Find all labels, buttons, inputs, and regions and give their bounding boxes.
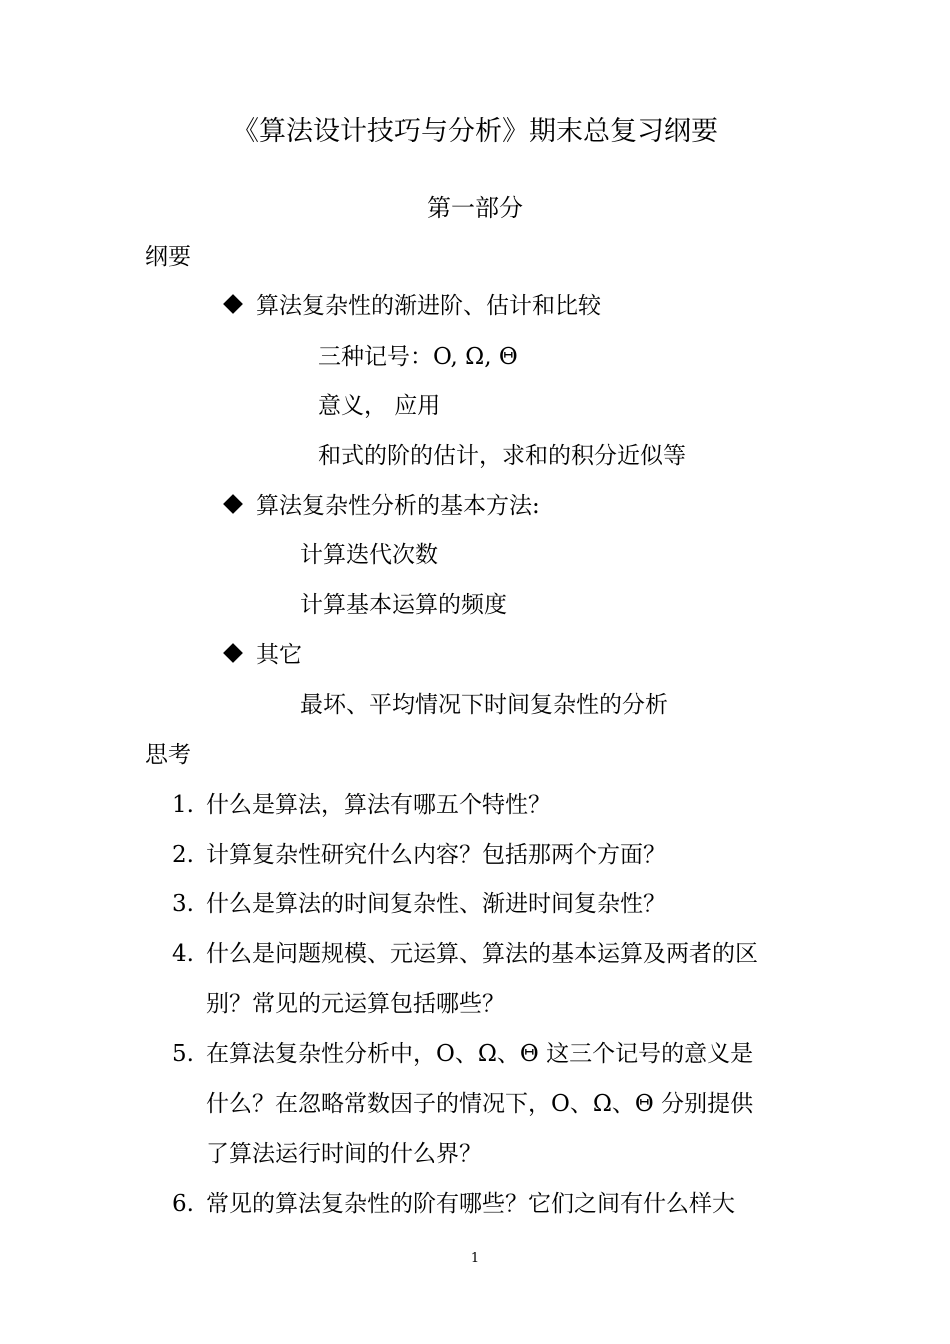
bullet-subitem: 计算基本运算的频度 bbox=[300, 592, 507, 618]
question-number: 4. bbox=[172, 941, 194, 967]
bullet-subitem: 最坏、平均情况下时间复杂性的分析 bbox=[300, 692, 668, 718]
question-text-continued: 什么？在忽略常数因子的情况下，O、Ω、Θ 分别提供 bbox=[206, 1091, 754, 1117]
diamond-bullet-icon bbox=[223, 294, 243, 314]
part-heading: 第一部分 bbox=[427, 194, 523, 222]
question-text: 什么是问题规模、元运算、算法的基本运算及两者的区 bbox=[206, 941, 758, 967]
page-number: 1 bbox=[470, 1251, 480, 1266]
bullet-subitem: 三种记号：O, Ω, Θ bbox=[318, 344, 518, 370]
question-text: 常见的算法复杂性的阶有哪些？它们之间有什么样大 bbox=[206, 1191, 735, 1217]
question-number: 2. bbox=[172, 842, 194, 868]
bullet-subitem: 计算迭代次数 bbox=[300, 542, 438, 568]
question-text: 计算复杂性研究什么内容？包括那两个方面？ bbox=[206, 842, 666, 868]
question-text: 什么是算法，算法有哪五个特性？ bbox=[206, 792, 551, 818]
question-text-continued: 别？常见的元运算包括哪些？ bbox=[206, 991, 505, 1017]
question-number: 6. bbox=[172, 1191, 194, 1217]
question-text-continued: 了算法运行时间的什么界？ bbox=[206, 1141, 482, 1167]
diamond-bullet-icon bbox=[223, 643, 243, 663]
outline-heading: 纲要 bbox=[145, 244, 191, 270]
question-text: 什么是算法的时间复杂性、渐进时间复杂性？ bbox=[206, 891, 666, 917]
question-number: 1. bbox=[172, 792, 194, 818]
bullet-item bbox=[222, 638, 302, 672]
thinking-heading: 思考 bbox=[145, 742, 191, 768]
bullet-subitem: 意义， 应用 bbox=[318, 393, 441, 419]
bullet-label: 算法复杂性的渐进阶、估计和比较 bbox=[256, 293, 601, 319]
bullet-label: 其它 bbox=[256, 642, 302, 668]
diamond-bullet-icon bbox=[223, 494, 243, 514]
bullet-subitem: 和式的阶的估计，求和的积分近似等 bbox=[318, 443, 686, 469]
bullet-item bbox=[222, 489, 540, 523]
question-number: 5. bbox=[172, 1041, 194, 1067]
question-number: 3. bbox=[172, 891, 194, 917]
bullet-item bbox=[222, 289, 601, 323]
bullet-label: 算法复杂性分析的基本方法: bbox=[256, 493, 540, 519]
question-text: 在算法复杂性分析中，O、Ω、Θ 这三个记号的意义是 bbox=[206, 1041, 754, 1067]
document-title: 《算法设计技巧与分析》期末总复习纲要 bbox=[232, 116, 718, 147]
